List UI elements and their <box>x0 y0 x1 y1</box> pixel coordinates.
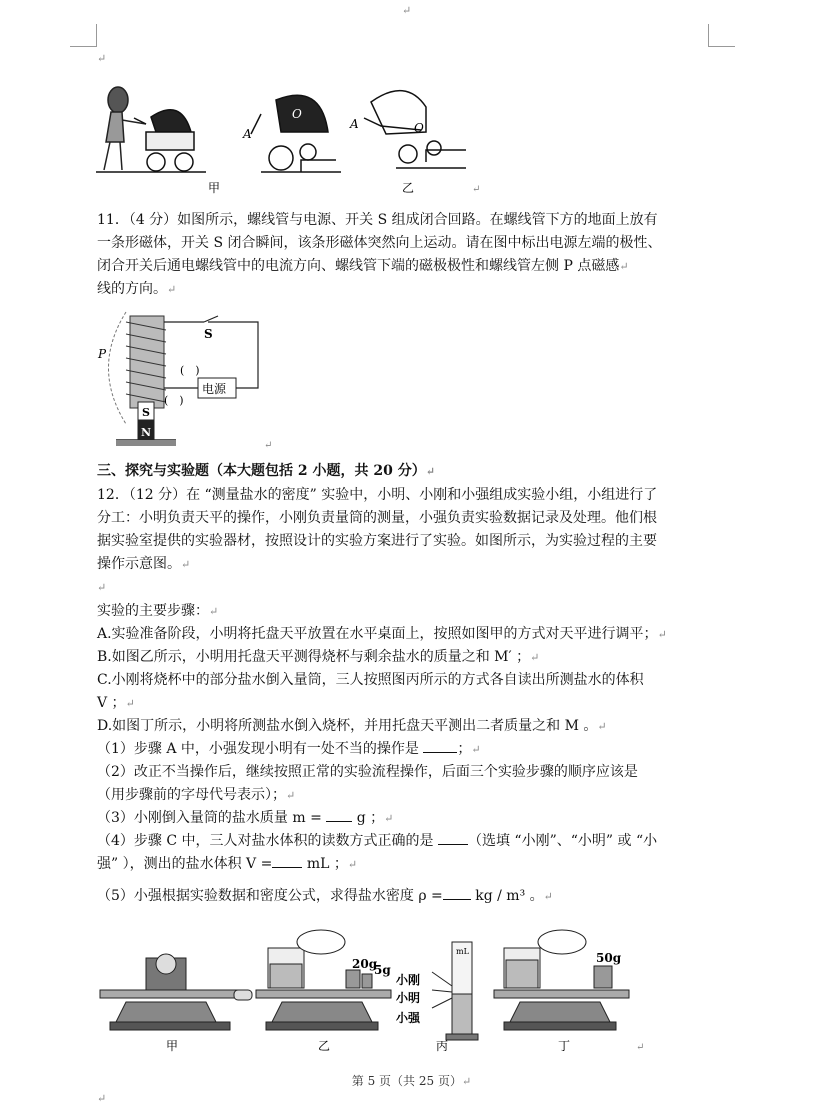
solenoid-pole-blank: ( ) <box>164 394 184 407</box>
weight-5g: 5g <box>374 963 391 977</box>
sub-question-4-cont: 强” ），测出的盐水体积 V = mL ；↵ <box>97 853 712 876</box>
q12-line-2: 分工：小明负责天平的操作，小刚负责量筒的测量，小强负责实验数据记录及处理。他们根 <box>97 510 657 526</box>
section-3-title: 三、探究与实验题（本大题包括 2 小题，共 20 分）↵ <box>97 463 435 479</box>
woman-illustration <box>104 87 146 170</box>
sub-question-2-cont: （用步骤前的字母代号表示）；↵ <box>97 787 296 803</box>
caption-jia: 甲 <box>166 1039 179 1053</box>
solenoid-circuit-figure <box>96 308 276 454</box>
balance-figure <box>96 924 656 1058</box>
weight-50g: 50g <box>596 951 622 965</box>
caption-ding: 丁 <box>558 1039 571 1053</box>
paragraph-mark: ↵ <box>97 1092 107 1105</box>
graduated-cylinder <box>432 942 478 1040</box>
label-p: P <box>98 347 107 361</box>
magnet-n-label: N <box>141 426 152 439</box>
field-line <box>109 312 127 424</box>
crop-mark-top-right <box>708 24 735 47</box>
step-c-cont: V ；↵ <box>97 695 135 711</box>
q11-line-2: 一条形磁体，开关 S 闭合瞬间，该条形磁体突然向上运动。请在图中标出电源左端的极性、 <box>97 235 662 251</box>
sub-question-1: （1）步骤 A 中，小强发现小明有一处不当的操作是 ；↵ <box>97 738 712 761</box>
label-a: A <box>350 117 359 131</box>
unit-ml: mL <box>456 947 469 956</box>
crop-mark-top-left <box>70 24 97 47</box>
balance-ding <box>494 930 629 1030</box>
caption-yi: 乙 <box>318 1039 331 1053</box>
step-b: B.如图乙所示，小明用托盘天平测得烧杯与剩余盐水的质量之和 M′ ；↵ <box>97 649 540 665</box>
empty-line: ↵ <box>97 581 107 594</box>
caption-yi: 乙 <box>402 181 415 195</box>
ground <box>116 440 176 446</box>
page-footer: 第 5 页（共 25 页）↵ <box>351 1074 472 1088</box>
balance-jia <box>100 954 252 1030</box>
paragraph-mark: ↵ <box>97 52 107 65</box>
label-a: A <box>243 127 252 141</box>
sub-question-2: （2）改正不当操作后，继续按照正常的实验流程操作，后面三个实验步骤的顺序应该是 <box>97 764 638 780</box>
step-a: A.实验准备阶段，小明将托盘天平放置在水平桌面上，按照如图甲的方式对天平进行调平；↵ <box>97 626 667 642</box>
sub-question-4: （4）步骤 C 中，三人对盐水体积的读数方式正确的是 （选填 “小刚”、“小明” 或 “小 <box>97 830 712 853</box>
label-xiaogang: 小刚 <box>396 973 421 987</box>
q11-line-3: 闭合开关后通电螺线管中的电流方向、螺线管下端的磁极极性和螺线管左侧 P 点磁感↵ <box>97 258 629 274</box>
battery-label: 电源 <box>202 382 227 396</box>
answer-blank[interactable] <box>326 807 352 822</box>
label-xiaoqiang: 小强 <box>396 1011 421 1025</box>
sub-question-5: （5）小强根据实验数据和密度公式，求得盐水密度 ρ = kg / m³ 。↵ <box>97 885 712 908</box>
paragraph-mark: ↵ <box>472 184 481 195</box>
paragraph-mark: ↵ <box>636 1042 645 1053</box>
balance-yi <box>256 930 391 1030</box>
steps-title: 实验的主要步骤：↵ <box>97 603 219 619</box>
paragraph-mark: ↵ <box>264 440 273 451</box>
label-xiaoming: 小明 <box>396 991 421 1005</box>
label-o: O <box>292 107 302 121</box>
q12-line-1: 12．（12 分）在 “测量盐水的密度” 实验中，小明、小刚和小强组成实验小组，小组进行了 <box>97 487 658 503</box>
weight-20g: 20g <box>352 957 378 971</box>
answer-blank[interactable] <box>443 885 471 900</box>
battery-pole-blank: ( ) <box>180 364 200 377</box>
answer-blank[interactable] <box>438 830 468 845</box>
q12-line-4: 操作示意图。↵ <box>97 556 191 572</box>
stroller-figure <box>96 72 486 198</box>
q11-line-4: 线的方向。↵ <box>97 281 177 297</box>
q11-line-1: 11．（4 分）如图所示，螺线管与电源、开关 S 组成闭合回路。在螺线管下方的地面上放有 <box>97 212 658 228</box>
answer-blank[interactable] <box>423 738 457 753</box>
sub-question-3: （3）小刚倒入量筒的盐水质量 m = g ；↵ <box>97 807 712 830</box>
label-s: S <box>204 327 213 341</box>
stroller-1 <box>134 110 194 171</box>
step-d: D.如图丁所示，小明将所测盐水倒入烧杯，并用托盘天平测出二者质量之和 M 。↵ <box>97 718 607 734</box>
caption-bing: 丙 <box>436 1039 449 1053</box>
paragraph-mark: ↵ <box>402 4 412 17</box>
answer-blank[interactable] <box>272 853 302 868</box>
step-c: C.小刚将烧杯中的部分盐水倒入量筒，三人按照图丙所示的方式各自读出所测盐水的体积 <box>97 672 644 688</box>
label-o: O <box>414 121 424 135</box>
magnet-s-label: S <box>142 406 150 419</box>
caption-jia: 甲 <box>208 181 221 195</box>
q12-line-3: 据实验室提供的实验器材，按照设计的实验方案进行了实验。如图所示，为实验过程的主要 <box>97 533 657 549</box>
